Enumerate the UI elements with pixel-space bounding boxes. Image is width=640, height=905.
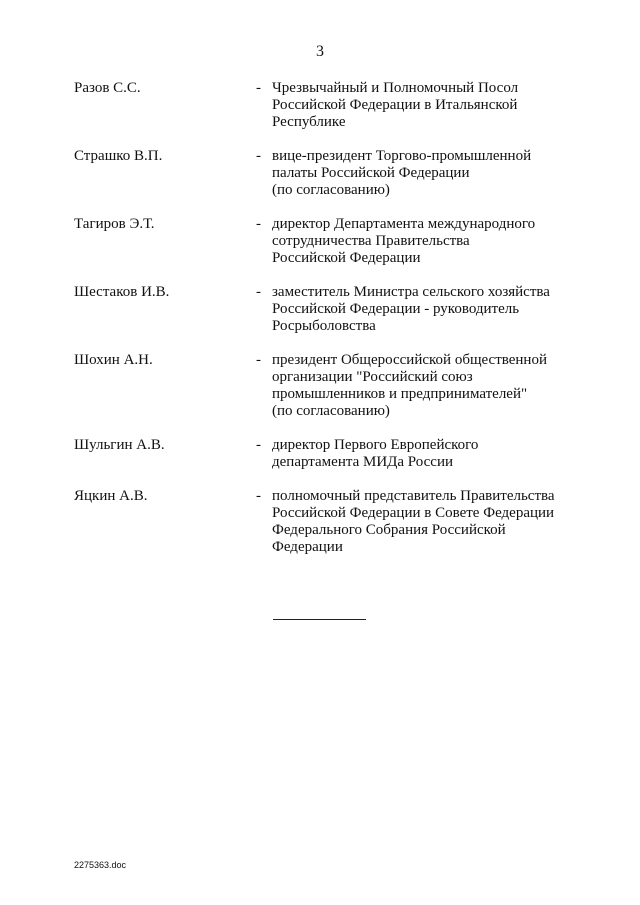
member-entry <box>74 148 594 199</box>
member-position-line: вице-президент Торгово-промышленной <box>272 148 532 164</box>
member-name: Яцкин А.В. <box>74 488 148 504</box>
member-position-line: директор Первого Европейского <box>272 437 479 453</box>
page-number: 3 <box>316 43 324 60</box>
member-dash: - <box>256 352 261 368</box>
member-position-line: директор Департамента международного <box>272 216 536 232</box>
member-position-line: президент Общероссийской общественной <box>272 352 547 368</box>
member-position-line: палаты Российской Федерации <box>272 165 470 181</box>
member-name: Тагиров Э.Т. <box>74 216 155 232</box>
member-position-line: Российской Федерации в Совете Федерации <box>272 505 555 521</box>
member-position <box>272 488 594 556</box>
document-file-id: 2275363.doc <box>74 860 127 870</box>
member-position-line: Российской Федерации <box>272 250 421 266</box>
member-dash: - <box>256 488 261 504</box>
member-dash: - <box>256 284 261 300</box>
member-name: Шульгин А.В. <box>74 437 165 453</box>
member-name: Шестаков И.В. <box>74 284 170 300</box>
member-dash: - <box>256 148 261 164</box>
member-entry <box>74 437 594 471</box>
member-position-line: заместитель Министра сельского хозяйства <box>272 284 550 300</box>
member-position-line: Российской Федерации в Итальянской <box>272 97 518 113</box>
member-name: Шохин А.Н. <box>74 352 153 368</box>
member-position-line: полномочный представитель Правительства <box>272 488 555 504</box>
member-position-line: сотрудничества Правительства <box>272 233 470 249</box>
member-position-line: Федерального Собрания Российской <box>272 522 506 538</box>
member-position-line: Российской Федерации - руководитель <box>272 301 520 317</box>
member-position-line: Федерации <box>272 539 343 555</box>
end-of-list-rule <box>273 619 366 620</box>
member-position <box>272 80 594 131</box>
member-position-line: промышленников и предпринимателей" <box>272 386 528 402</box>
member-name: Разов С.С. <box>74 80 141 96</box>
member-name: Страшко В.П. <box>74 148 163 164</box>
member-position-line: организации "Российский союз <box>272 369 473 385</box>
member-entry <box>74 80 594 131</box>
member-entry <box>74 352 594 420</box>
member-position <box>272 437 594 471</box>
member-position <box>272 284 594 335</box>
member-entry <box>74 284 594 335</box>
member-dash: - <box>256 216 261 232</box>
member-position-line: (по согласованию) <box>272 182 390 198</box>
member-position <box>272 148 594 199</box>
member-position <box>272 216 594 267</box>
member-dash: - <box>256 437 261 453</box>
member-position-line: Республике <box>272 114 346 130</box>
member-list <box>74 80 594 573</box>
member-dash: - <box>256 80 261 96</box>
member-position-line: Чрезвычайный и Полномочный Посол <box>272 80 519 96</box>
member-position-line: Росрыболовства <box>272 318 376 334</box>
member-position-line: департамента МИДа России <box>272 454 454 470</box>
member-entry <box>74 216 594 267</box>
member-position-line: (по согласованию) <box>272 403 390 419</box>
member-position <box>272 352 594 420</box>
member-entry <box>74 488 594 556</box>
